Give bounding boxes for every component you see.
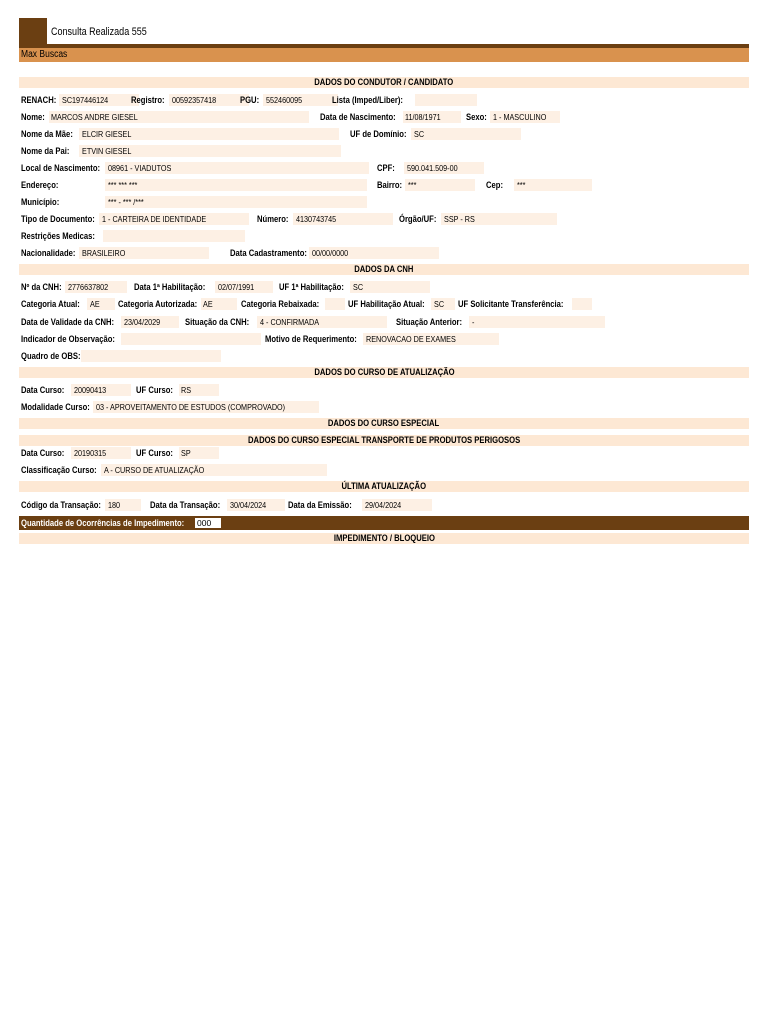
curso-transporte-data-label: Data Curso: bbox=[21, 448, 65, 458]
impedimento-count-row bbox=[19, 516, 749, 530]
section-header-curso-atualizacao: DADOS DO CURSO DE ATUALIZAÇÃO bbox=[19, 367, 749, 378]
municipio-value: *** - *** /*** bbox=[108, 197, 144, 207]
categoria-rebaixada-value-box bbox=[325, 298, 345, 310]
cadastramento-label: Data Cadastramento: bbox=[230, 248, 307, 258]
section-header-curso-especial: DADOS DO CURSO ESPECIAL bbox=[19, 418, 749, 429]
endereco-value: *** *** *** bbox=[108, 180, 138, 190]
data-emissao-label: Data da Emissão: bbox=[288, 500, 352, 510]
data-transacao-label: Data da Transação: bbox=[150, 500, 221, 510]
categoria-atual-value: AE bbox=[90, 299, 100, 309]
quadro-obs-value-box bbox=[81, 350, 221, 362]
categoria-rebaixada-label: Categoria Rebaixada: bbox=[241, 299, 320, 309]
section-header-curso-transporte: DADOS DO CURSO ESPECIAL TRANSPORTE DE PRODUTOS PERIGOSOS bbox=[19, 435, 749, 446]
uf-hab-atual-value: SC bbox=[434, 299, 445, 309]
primeira-hab-value: 02/07/1991 bbox=[218, 282, 255, 292]
modalidade-label: Modalidade Curso: bbox=[21, 402, 90, 412]
numero-cnh-label: Nº da CNH: bbox=[21, 282, 62, 292]
situacao-label: Situação da CNH: bbox=[185, 317, 250, 327]
orgao-value: SSP - RS bbox=[444, 214, 475, 224]
mae-label: Nome da Mãe: bbox=[21, 129, 73, 139]
mae-value: ELCIR GIESEL bbox=[82, 129, 132, 139]
row-categoria bbox=[19, 298, 749, 311]
bairro-label: Bairro: bbox=[377, 180, 403, 190]
section-header-condutor: DADOS DO CONDUTOR / CANDIDATO bbox=[19, 77, 749, 88]
row-transacao bbox=[19, 499, 749, 512]
classificacao-value: A - CURSO DE ATUALIZAÇÃO bbox=[104, 465, 205, 475]
row-classificacao bbox=[19, 464, 749, 477]
indicador-obs-label: Indicador de Observação: bbox=[21, 334, 115, 344]
curso-atualizacao-data-label: Data Curso: bbox=[21, 385, 65, 395]
curso-atualizacao-uf-value: RS bbox=[181, 385, 192, 395]
quadro-obs-label: Quadro de OBS: bbox=[21, 351, 81, 361]
uf-solicitante-value-box bbox=[572, 298, 592, 310]
row-curso-transporte bbox=[19, 447, 749, 460]
situacao-anterior-value-box bbox=[469, 316, 605, 328]
numero-doc-label: Número: bbox=[257, 214, 289, 224]
cep-value: *** bbox=[517, 180, 526, 190]
numero-doc-value: 4130743745 bbox=[296, 214, 337, 224]
impedimento-count-label: Quantidade de Ocorrências de Impedimento: bbox=[21, 518, 185, 528]
row-validade bbox=[19, 316, 749, 329]
section-header-impedimento: IMPEDIMENTO / BLOQUEIO bbox=[19, 533, 749, 544]
bairro-value: *** bbox=[408, 180, 417, 190]
uf-dominio-value: SC bbox=[414, 129, 425, 139]
indicador-obs-value-box bbox=[121, 333, 261, 345]
cpf-label: CPF: bbox=[377, 163, 395, 173]
curso-atualizacao-data-value: 20090413 bbox=[74, 385, 107, 395]
lista-label: Lista (Imped/Liber): bbox=[332, 95, 403, 105]
categoria-autorizada-value: AE bbox=[203, 299, 213, 309]
row-quadro-obs bbox=[19, 350, 749, 363]
curso-atualizacao-uf-label: UF Curso: bbox=[136, 385, 173, 395]
data-transacao-value: 30/04/2024 bbox=[230, 500, 267, 510]
validade-label: Data de Validade da CNH: bbox=[21, 317, 115, 327]
uf-dominio-label: UF de Domínio: bbox=[350, 129, 407, 139]
uf-primeira-hab-label: UF 1ª Habilitação: bbox=[279, 282, 344, 292]
restricoes-value-box bbox=[103, 230, 245, 242]
row-tipo-documento bbox=[19, 213, 749, 226]
categoria-atual-label: Categoria Atual: bbox=[21, 299, 80, 309]
categoria-autorizada-label: Categoria Autorizada: bbox=[118, 299, 198, 309]
renach-label: RENACH: bbox=[21, 95, 57, 105]
row-nacionalidade bbox=[19, 247, 749, 260]
primeira-hab-label: Data 1ª Habilitação: bbox=[134, 282, 206, 292]
logo-icon bbox=[19, 18, 47, 44]
curso-transporte-data-value: 20190315 bbox=[74, 448, 107, 458]
uf-hab-atual-label: UF Habilitação Atual: bbox=[348, 299, 425, 309]
local-nascimento-label: Local de Nascimento: bbox=[21, 163, 101, 173]
nascimento-value: 11/08/1971 bbox=[405, 112, 441, 122]
endereco-label: Endereço: bbox=[21, 180, 59, 190]
numero-cnh-value: 2776637802 bbox=[68, 282, 109, 292]
cep-label: Cep: bbox=[486, 180, 503, 190]
section-header-cnh: DADOS DA CNH bbox=[19, 264, 749, 275]
nome-value: MARCOS ANDRE GIESEL bbox=[51, 112, 138, 122]
situacao-value: 4 - CONFIRMADA bbox=[260, 317, 320, 327]
motivo-value: RENOVACAO DE EXAMES bbox=[366, 334, 456, 344]
lista-value-box bbox=[415, 94, 477, 106]
brand-bar bbox=[19, 48, 749, 62]
impedimento-count-value: 000 bbox=[195, 518, 221, 528]
cadastramento-value: 00/00/0000 bbox=[312, 248, 349, 258]
row-renach bbox=[19, 94, 749, 107]
data-emissao-value: 29/04/2024 bbox=[365, 500, 402, 510]
row-endereco bbox=[19, 179, 749, 192]
row-curso-atualizacao bbox=[19, 384, 749, 397]
classificacao-label: Classificação Curso: bbox=[21, 465, 97, 475]
municipio-value-box bbox=[105, 196, 367, 208]
curso-transporte-uf-value: SP bbox=[181, 448, 191, 458]
modalidade-value: 03 - APROVEITAMENTO DE ESTUDOS (COMPROVADO) bbox=[96, 402, 286, 412]
brand-name: Max Buscas bbox=[21, 49, 68, 60]
row-modalidade bbox=[19, 401, 749, 414]
registro-label: Registro: bbox=[131, 95, 165, 105]
nacionalidade-value: BRASILEIRO bbox=[82, 248, 126, 258]
page-title: Consulta Realizada 555 bbox=[51, 26, 147, 38]
pgu-value: 552460095 bbox=[266, 95, 303, 105]
nome-label: Nome: bbox=[21, 112, 45, 122]
row-restricoes bbox=[19, 230, 749, 243]
row-indicador bbox=[19, 333, 749, 346]
uf-dominio-value-box bbox=[411, 128, 521, 140]
restricoes-label: Restrições Medicas: bbox=[21, 231, 95, 241]
tipo-documento-label: Tipo de Documento: bbox=[21, 214, 95, 224]
pgu-label: PGU: bbox=[240, 95, 260, 105]
curso-transporte-uf-label: UF Curso: bbox=[136, 448, 173, 458]
nascimento-label: Data de Nascimento: bbox=[320, 112, 396, 122]
row-numero-cnh bbox=[19, 281, 749, 294]
local-nascimento-value: 08961 - VIADUTOS bbox=[108, 163, 172, 173]
orgao-label: Órgão/UF: bbox=[399, 214, 437, 224]
validade-value: 23/04/2029 bbox=[124, 317, 161, 327]
codigo-transacao-value: 180 bbox=[108, 500, 121, 510]
endereco-value-box bbox=[105, 179, 367, 191]
sexo-value: 1 - MASCULINO bbox=[493, 112, 547, 122]
codigo-transacao-label: Código da Transação: bbox=[21, 500, 101, 510]
uf-solicitante-label: UF Solicitante Transferência: bbox=[458, 299, 564, 309]
row-mae bbox=[19, 128, 749, 141]
row-municipio bbox=[19, 196, 749, 209]
tipo-documento-value: 1 - CARTEIRA DE IDENTIDADE bbox=[102, 214, 207, 224]
pai-label: Nome da Pai: bbox=[21, 146, 70, 156]
cpf-value: 590.041.509-00 bbox=[407, 163, 458, 173]
row-pai bbox=[19, 145, 749, 158]
header bbox=[19, 18, 749, 44]
uf-primeira-hab-value: SC bbox=[353, 282, 364, 292]
cep-value-box bbox=[514, 179, 592, 191]
row-nome bbox=[19, 111, 749, 124]
pai-value: ETVIN GIESEL bbox=[82, 146, 132, 156]
situacao-anterior-label: Situação Anterior: bbox=[396, 317, 463, 327]
motivo-label: Motivo de Requerimento: bbox=[265, 334, 357, 344]
row-local-nascimento bbox=[19, 162, 749, 175]
sexo-label: Sexo: bbox=[466, 112, 487, 122]
section-header-ultima-atualizacao: ÚLTIMA ATUALIZAÇÃO bbox=[19, 481, 749, 492]
registro-value: 00592357418 bbox=[172, 95, 217, 105]
municipio-label: Município: bbox=[21, 197, 60, 207]
situacao-anterior-value: - bbox=[472, 317, 475, 327]
nacionalidade-label: Nacionalidade: bbox=[21, 248, 76, 258]
renach-value: SC197446124 bbox=[62, 95, 109, 105]
